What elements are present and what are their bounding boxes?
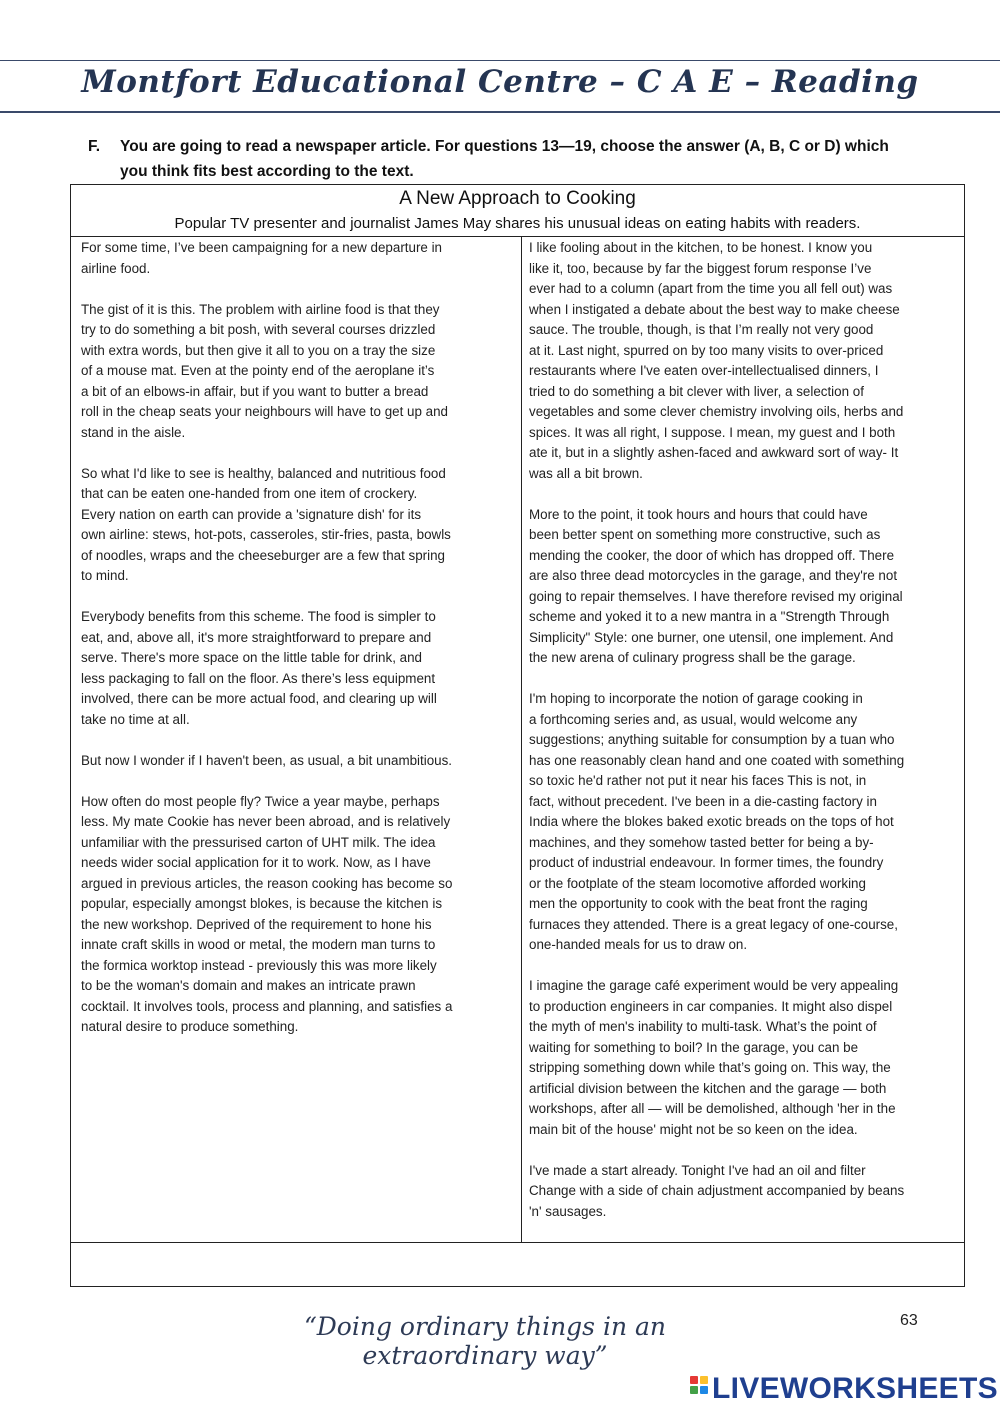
paragraph: I imagine the garage café experiment would be very appealing to production engineers in car companies. It might also dispel the myth of men's inability to multi-task. What’s the point of waiting for something to boil? In the garage, you can be stripping something down while that’s going on. This way, the artificial division between the kitchen and the garage — both workshops, after all — will be demolished, although 'her in the main bit of the house' might not be so keen on the idea. [529,978,899,1137]
paragraph: Everybody benefits from this scheme. The food is simpler to eat, and, above all, it's more straightforward to prepare and serve. There's more space on the little table for drink, and less packaging to fall on the floor. As there’s less equipment involved, there can be more actual food, and clearing up will take no time at all. [81,609,437,727]
instructions-text-2: you think fits best according to the text. [120,163,414,180]
article-left-column [81,238,509,1058]
liveworksheets-logo[interactable] [690,1372,998,1408]
article-title: A New Approach to Cooking [399,188,636,209]
header-top-rule [0,60,1000,61]
header-bottom-rule [0,111,1000,113]
column-divider [521,236,522,1242]
page-header-title: Montfort Educational Centre – C A E – Reading [81,64,919,100]
paragraph: The gist of it is this. The problem with airline food is that they try to do something a bit posh, with several courses drizzled with extra words, but then give it all to you on a tray the size of a mouse mat. Even at the pointy end of the aeroplane it’s a bit of an elbows-in affair, but if you want to butter a bread roll in the cheap seats your neighbours will have to get up and stand in the aisle. [81,301,448,440]
brand-name: LIVEWORKSHEETS [712,1372,998,1405]
logo-square-green [690,1386,698,1394]
paragraph: So what I'd like to see is healthy, balanced and nutritious food that can be eaten one-handed from one item of crockery. Every nation on earth can provide a 'signature dish' for its own airline: stews, hot-pots, casseroles, stir-fries, pasta, bowls of noodles, wraps and the cheeseburger are a few that spring to mind. [81,465,451,583]
paragraph: But now I wonder if I haven't been, as usual, a bit unambitious. [81,752,453,768]
article-right-column [529,238,959,1243]
footer-motto: “Doing ordinary things in an extraordinary way” [303,1312,667,1370]
paragraph: More to the point, it took hours and hours that could have been better spent on something more constructive, such as mending the cooker, the door of which has dropped off. There are also three dead motorcycles in the garage, and they're not going to repair themselves. I have therefore revised my original scheme and yoked it to a new mantra in a "Strength Through Simplicity" Style: one burner, one utensil, one implement. And the new arena of culinary progress shall be the garage. [529,506,903,665]
logo-square-red [690,1376,698,1384]
paragraph: I've made a start already. Tonight I've had an oil and filter Change with a side of chain adjustment accompanied by beans 'n' sausages. [529,1162,905,1219]
paragraph: I'm hoping to incorporate the notion of garage cooking in a forthcoming series and, as usual, would welcome any suggestions; anything suitable for consumption by a tuan who has one reasonably clean hand and one coated with something so toxic he'd rather not put it near his faces This is not, in fact, without precedent. I've been in a die-casting factory in India where the blokes baked exotic breads on the tops of hot machines, and they somehow tasted better for being a by- product of industrial endeavour. In former times, the foundry or the footplate of the steam locomotive afforded working men the opportunity to cook with the beat front the raging furnaces they attended. There is a great legacy of one-course, one-handed meals for us to draw on. [529,691,905,952]
logo-square-yellow [700,1376,708,1384]
instructions-text-1: You are going to read a newspaper article. For questions 13—19, choose the answer (A, B, C or D) which [120,138,889,155]
article-box [70,184,965,1287]
instructions [88,134,948,184]
paragraph: I like fooling about in the kitchen, to be honest. I know you like it, too, because by far the biggest forum response I’ve ever had to a column (apart from the time you all fell out) was when I instigated a debate about the best way to make cheese sauce. The trouble, though, is that I’m really not very good at it. Last night, spurred on by too many visits to over-priced restaurants where I've eaten over-intellectualised dinners, I tried to do something a bit clever with liver, a selection of vegetables and some clever chemistry involving oils, herbs and spices. It was all right, I suppose. I mean, my guest and I both ate it, but in a slightly ashen-faced and awkward sort of way- It was all a bit brown. [529,240,904,481]
article-header-rule [71,236,964,237]
page-number: 63 [900,1312,918,1329]
section-letter: F. [88,138,101,155]
paragraph: How often do most people fly? Twice a year maybe, perhaps less. My mate Cookie has never been abroad, and is relatively unfamiliar with the pressurised carton of UHT milk. The idea needs wider social application for it to work. Now, as I have argued in previous articles, the reason cooking has become so popular, especially amongst blokes, is because the kitchen is the new workshop. Deprived of the requirement to hone his innate craft skills in wood or metal, the modern man turns to the formica worktop instead - previously this was more likely to be the woman's domain and makes an intricate prawn cocktail. It involves tools, process and planning, and satisfies a natural desire to produce something. [81,793,453,1034]
paragraph: For some time, I’ve been campaigning for a new departure in airline food. [81,240,442,276]
article-subtitle: Popular TV presenter and journalist James May shares his unusual ideas on eating habits with readers. [174,215,861,232]
logo-square-blue [700,1386,708,1394]
instructions-line-1 [88,134,948,159]
liveworksheets-logo-icon [690,1376,710,1402]
